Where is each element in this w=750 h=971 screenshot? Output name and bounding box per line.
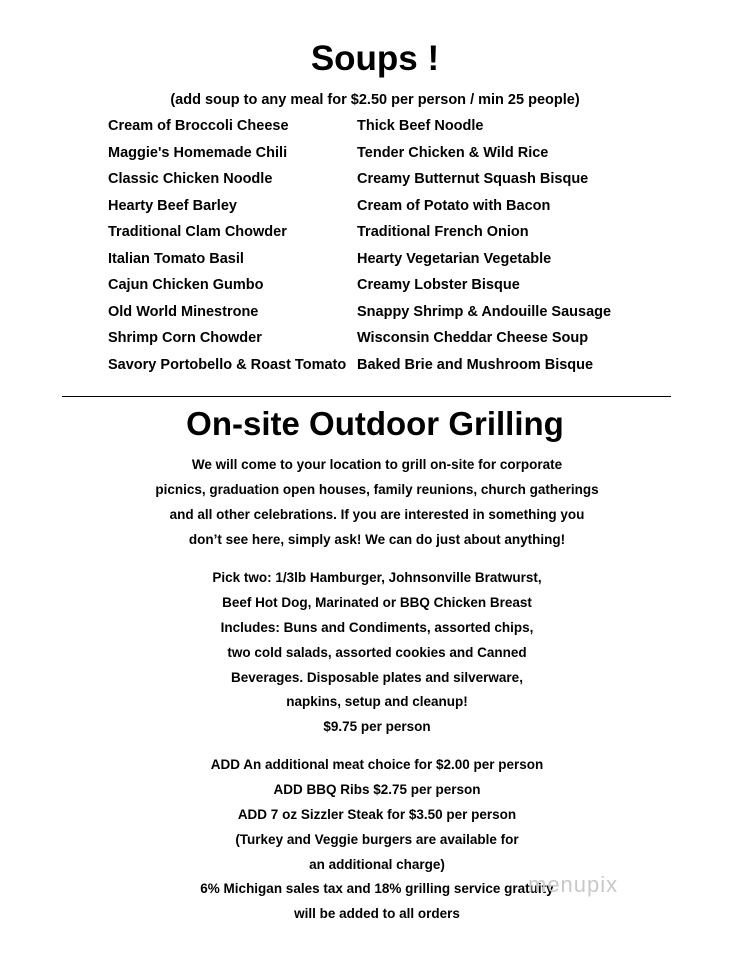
intro-line: We will come to your location to grill on-site for corporate <box>191 457 563 472</box>
soup-item: Traditional French Onion <box>357 224 529 240</box>
soup-item: Baked Brie and Mushroom Bisque <box>357 356 594 373</box>
soups-pricing-note: (add soup to any meal for $2.50 per person / min 25 people) <box>170 92 580 108</box>
package-line: napkins, setup and cleanup! <box>286 694 468 710</box>
soup-item: Cream of Broccoli Cheese <box>108 118 289 134</box>
package-line: Beef Hot Dog, Marinated or BBQ Chicken Breast <box>222 594 532 610</box>
menupix-watermark: menupix <box>528 872 619 897</box>
soup-list-left <box>108 116 346 381</box>
addon-line: an additional charge) <box>309 856 445 872</box>
intro-line: picnics, graduation open houses, family reunions, church gatherings <box>155 481 599 497</box>
soup-item: Snappy Shrimp & Andouille Sausage <box>357 303 612 320</box>
addon-line: ADD BBQ Ribs $2.75 per person <box>273 781 481 797</box>
soup-item: Cajun Chicken Gumbo <box>108 277 264 293</box>
addon-line: ADD An additional meat choice for $2.00 per person <box>210 757 544 772</box>
soup-item: Italian Tomato Basil <box>108 250 244 267</box>
package-line: Pick two: 1/3lb Hamburger, Johnsonville Bratwurst, <box>212 570 542 585</box>
soup-item: Traditional Clam Chowder <box>108 224 287 240</box>
soups-title: Soups ! <box>310 39 440 78</box>
tax-gratuity-line: 6% Michigan sales tax and 18% grilling service gratuity <box>200 881 554 897</box>
intro-line: don’t see here, simply ask! We can do just about anything! <box>188 531 566 547</box>
addon-line: ADD 7 oz Sizzler Steak for $3.50 per person <box>237 806 517 822</box>
section-divider <box>62 396 671 397</box>
soup-item: Old World Minestrone <box>108 303 259 320</box>
package-line: Includes: Buns and Condiments, assorted chips, <box>220 619 534 635</box>
soup-item: Tender Chicken & Wild Rice <box>357 144 549 161</box>
soup-item: Shrimp Corn Chowder <box>108 330 262 346</box>
soup-item: Cream of Potato with Bacon <box>357 197 551 214</box>
tax-gratuity-line: will be added to all orders <box>294 906 460 922</box>
soup-item: Wisconsin Cheddar Cheese Soup <box>357 330 589 346</box>
grilling-intro <box>0 455 750 555</box>
soup-item: Creamy Lobster Bisque <box>357 277 520 293</box>
package-line: Beverages. Disposable plates and silverware, <box>231 669 523 685</box>
soup-item: Savory Portobello & Roast Tomato <box>108 356 347 373</box>
package-line: two cold salads, assorted cookies and Canned <box>227 644 527 660</box>
soup-item: Thick Beef Noodle <box>357 118 484 134</box>
addon-line: (Turkey and Veggie burgers are available for <box>235 831 519 847</box>
soup-item: Maggie's Homemade Chili <box>108 144 288 161</box>
soup-item: Creamy Butternut Squash Bisque <box>357 171 589 187</box>
intro-line: and all other celebrations. If you are interested in something you <box>169 506 585 522</box>
soup-list-right <box>357 116 611 381</box>
grilling-package <box>0 568 750 742</box>
soup-item: Hearty Vegetarian Vegetable <box>357 250 552 267</box>
soup-item: Hearty Beef Barley <box>108 197 237 214</box>
grilling-title: On-site Outdoor Grilling <box>186 405 564 442</box>
grilling-addons <box>0 755 750 929</box>
soup-item: Classic Chicken Noodle <box>108 171 273 187</box>
package-price: $9.75 per person <box>323 719 431 735</box>
